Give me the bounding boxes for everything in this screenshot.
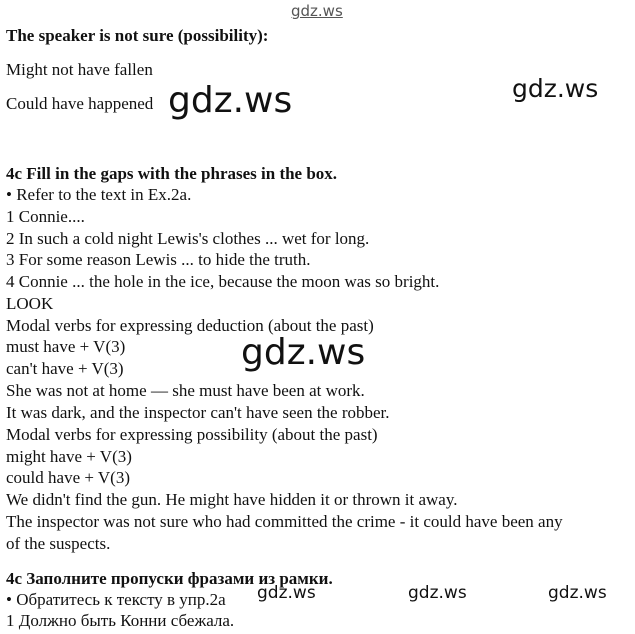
deduction-form-1: must have + V(3): [6, 337, 126, 356]
possibility-form-1: might have + V(3): [6, 447, 132, 466]
exercise-item-4: 4 Connie ... the hole in the ice, because the moon was so bright.: [6, 272, 440, 291]
russian-instruction: • Обратитесь к тексту в упр.2а: [6, 590, 226, 609]
russian-item-1: 1 Должно быть Конни сбежала.: [6, 611, 235, 630]
deduction-form-2: can't have + V(3): [6, 359, 124, 378]
watermark-bottom-3: gdz.ws: [548, 583, 607, 603]
possibility-line-1: Might not have fallen: [6, 60, 153, 79]
possibility-title: Modal verbs for expressing possibility (about the past): [6, 425, 378, 444]
exercise-item-1: 1 Connie....: [6, 207, 85, 226]
exercise-item-3: 3 For some reason Lewis ... to hide the truth.: [6, 250, 311, 269]
exercise-item-2: 2 In such a cold night Lewis's clothes ... wet for long.: [6, 229, 370, 248]
exercise-heading: 4c Fill in the gaps with the phrases in the box.: [6, 164, 338, 183]
watermark-large: gdz.ws: [168, 80, 293, 121]
russian-heading: 4c Заполните пропуски фразами из рамки.: [6, 569, 333, 588]
possibility-example-1: We didn't find the gun. He might have hidden it or thrown it away.: [6, 490, 458, 509]
exercise-instruction: • Refer to the text in Ex.2a.: [6, 185, 192, 204]
watermark-center: gdz.ws: [241, 332, 366, 373]
possibility-example-2-line-2: of the suspects.: [6, 534, 111, 553]
look-label: LOOK: [6, 294, 54, 313]
watermark-bottom-2: gdz.ws: [408, 583, 467, 603]
watermark-bottom-1: gdz.ws: [257, 583, 316, 603]
deduction-example-2: It was dark, and the inspector can't have seen the robber.: [6, 403, 390, 422]
deduction-example-1: She was not at home — she must have been at work.: [6, 381, 365, 400]
possibility-line-2: Could have happened: [6, 94, 154, 113]
watermark-top[interactable]: gdz.ws: [291, 2, 343, 20]
deduction-title: Modal verbs for expressing deduction (about the past): [6, 316, 374, 335]
watermark-right: gdz.ws: [512, 74, 599, 103]
possibility-form-2: could have + V(3): [6, 468, 130, 487]
possibility-example-2-line-1: The inspector was not sure who had committed the crime - it could have been any: [6, 512, 563, 531]
possibility-heading: The speaker is not sure (possibility):: [6, 26, 269, 45]
